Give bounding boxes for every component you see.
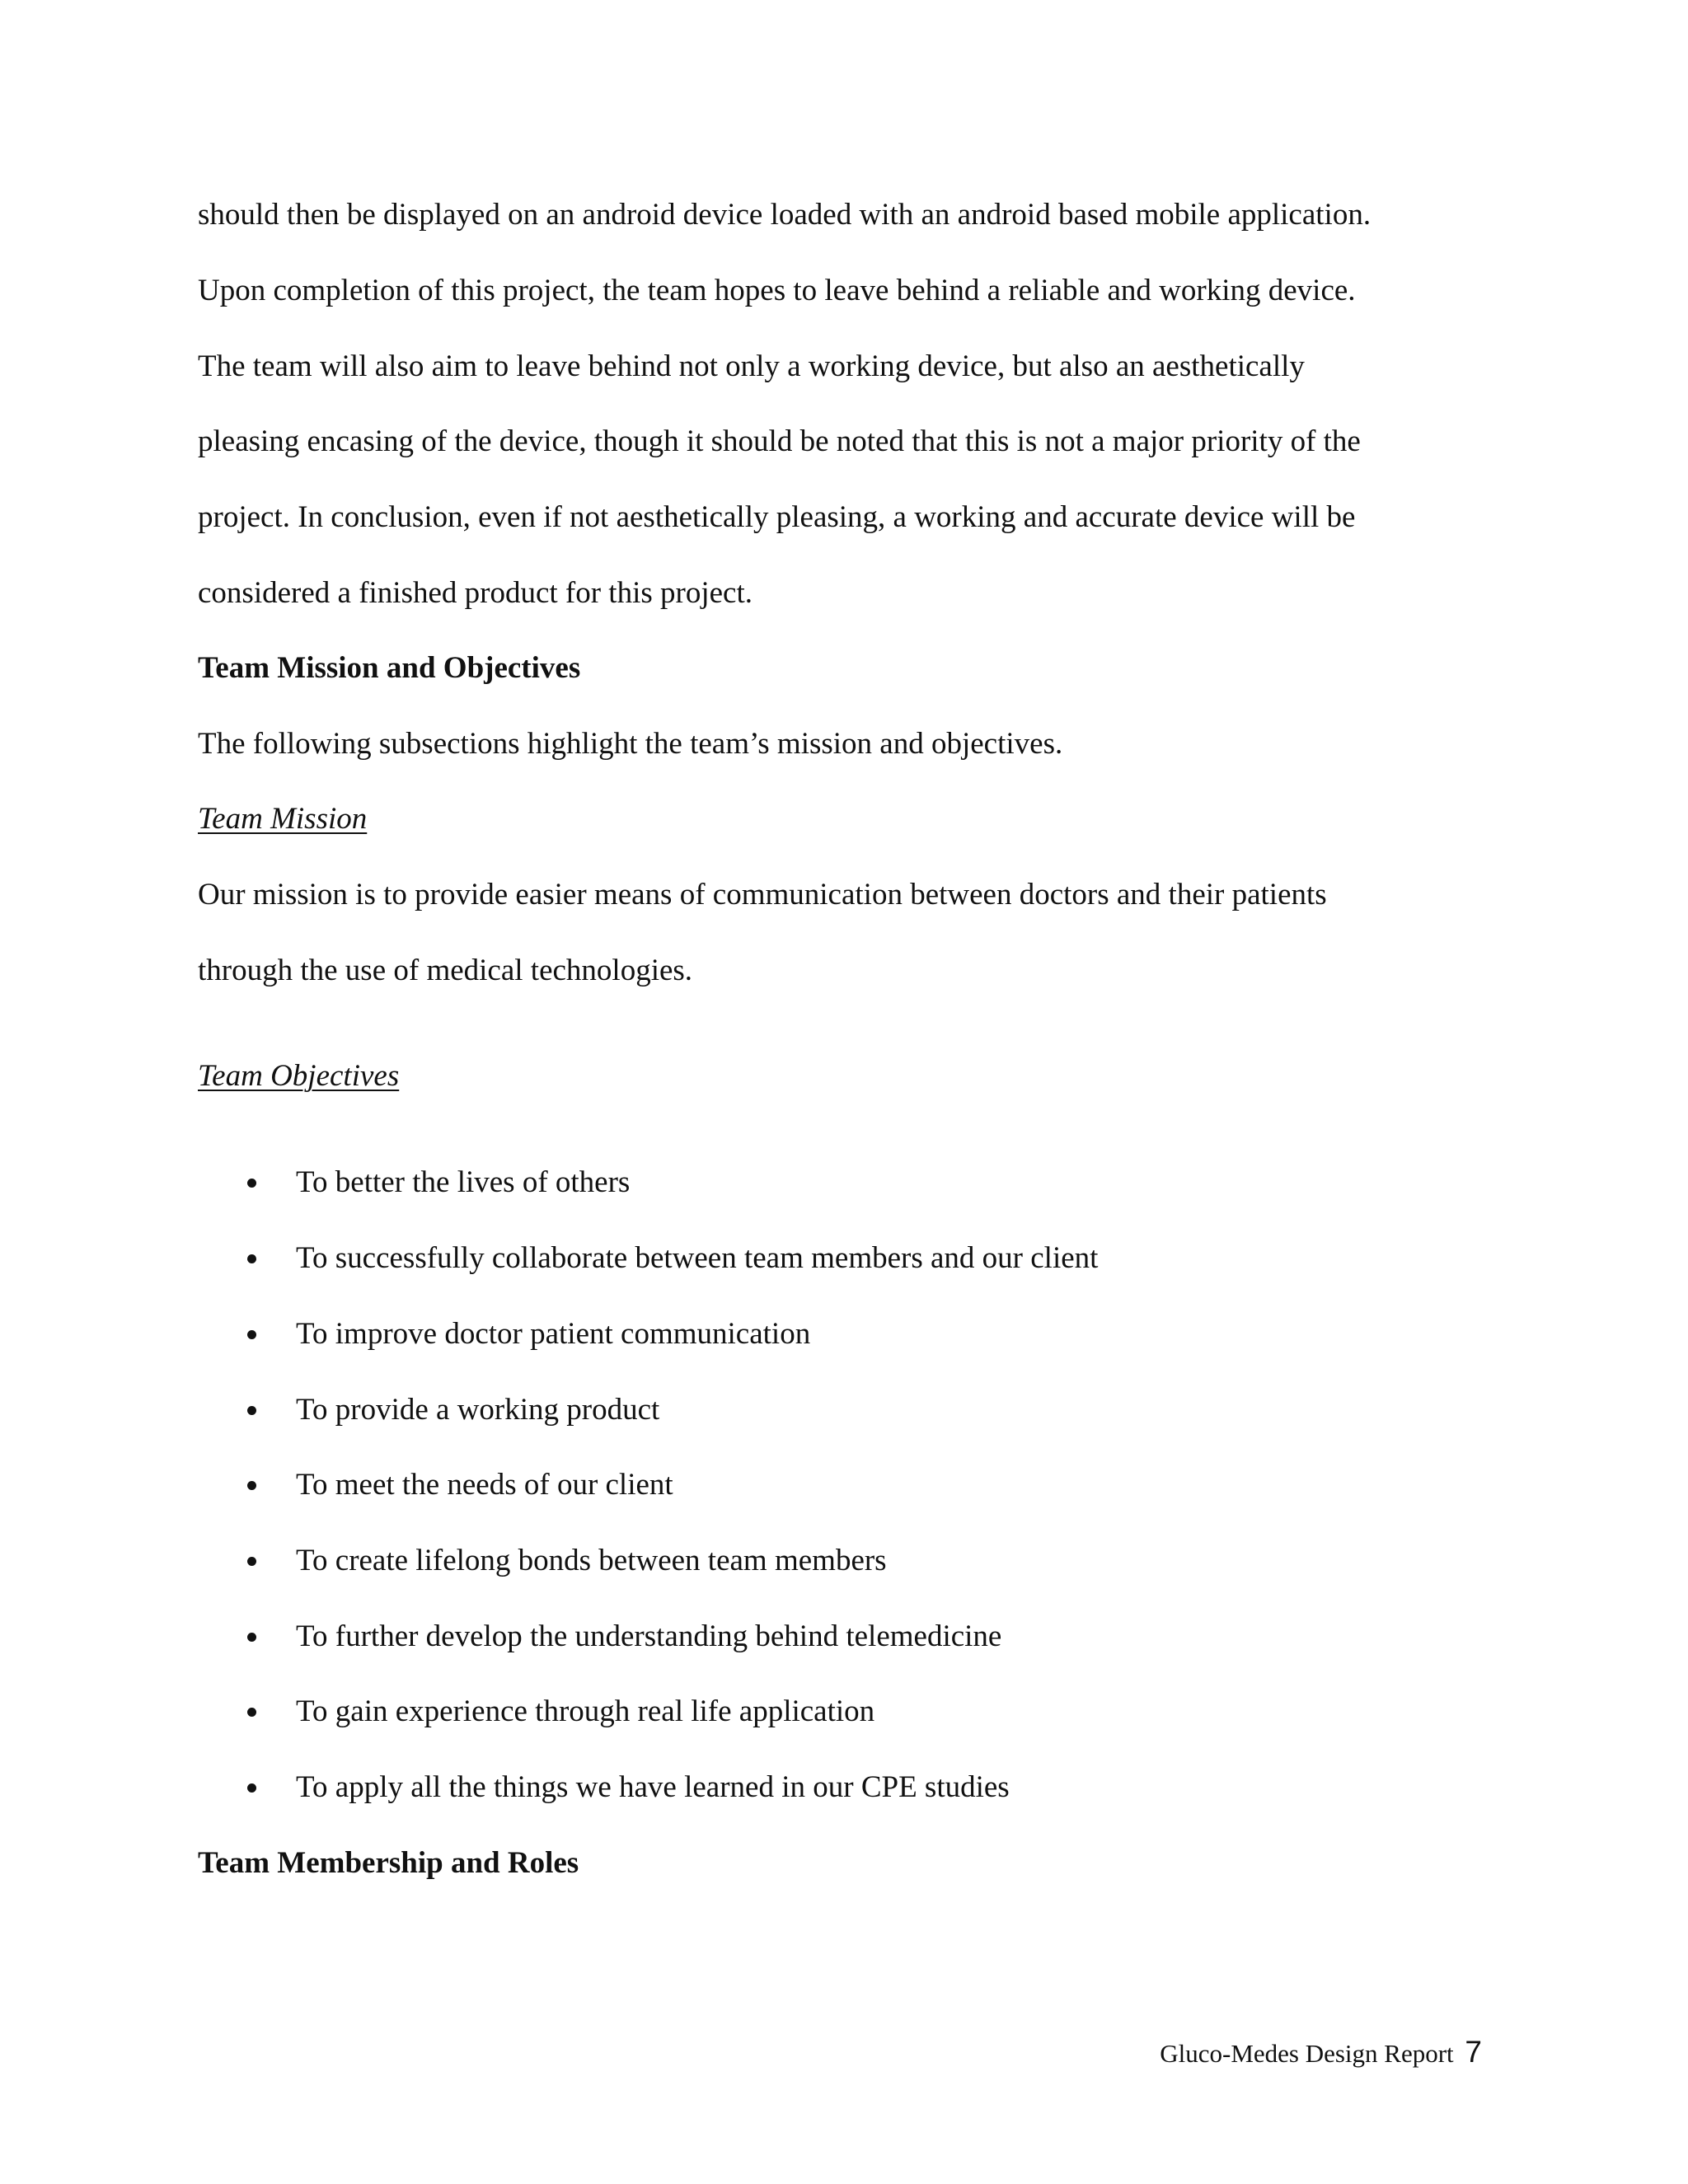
footer-text: Gluco-Medes Design Report — [1160, 2039, 1454, 2068]
bullet-icon — [247, 1633, 256, 1642]
list-item — [247, 1240, 1098, 1277]
list-item — [247, 1769, 1010, 1806]
body-line-3: The team will also aim to leave behind not only a working device, but also an aesthetically — [198, 349, 1305, 383]
bullet-icon — [247, 1254, 256, 1263]
heading-team-mission-objectives: Team Mission and Objectives — [198, 651, 581, 685]
bullet-icon — [247, 1481, 256, 1490]
mission-line-2: through the use of medical technologies. — [198, 954, 693, 987]
list-item — [247, 1694, 874, 1730]
heading-team-membership-roles: Team Membership and Roles — [198, 1846, 579, 1880]
page-footer — [1160, 2036, 1482, 2070]
list-item-text: To successfully collaborate between team members and our client — [296, 1241, 1099, 1275]
list-item — [247, 1316, 810, 1352]
bullet-icon — [247, 1708, 256, 1717]
bullet-icon — [247, 1406, 256, 1415]
page-number: 7 — [1465, 2035, 1482, 2069]
list-item-text: To meet the needs of our client — [296, 1468, 673, 1502]
list-item-text: To provide a working product — [296, 1393, 660, 1427]
list-item-text: To improve doctor patient communication — [296, 1317, 811, 1351]
list-item — [247, 1467, 673, 1503]
list-item-text: To further develop the understanding behind telemedicine — [296, 1619, 1002, 1653]
bullet-icon — [247, 1179, 256, 1188]
mission-line-1: Our mission is to provide easier means of communication between doctors and their patients — [198, 878, 1327, 912]
body-line-2: Upon completion of this project, the team hopes to leave behind a reliable and working device. — [198, 274, 1356, 307]
list-item-text: To gain experience through real life application — [296, 1694, 875, 1728]
list-item-text: To better the lives of others — [296, 1165, 631, 1199]
bullet-icon — [247, 1330, 256, 1339]
list-item — [247, 1392, 659, 1428]
body-line-1: should then be displayed on an android device loaded with an android based mobile application. — [198, 198, 1372, 232]
list-item — [247, 1543, 887, 1579]
list-item-text: To create lifelong bonds between team members — [296, 1544, 887, 1577]
body-line-4: pleasing encasing of the device, though it should be noted that this is not a major priority of the — [198, 424, 1361, 458]
bullet-icon — [247, 1783, 256, 1793]
subheading-team-mission: Team Mission — [198, 802, 368, 836]
bullet-icon — [247, 1557, 256, 1566]
subheading-team-objectives: Team Objectives — [198, 1059, 400, 1093]
list-item — [247, 1619, 1001, 1655]
mission-objectives-intro: The following subsections highlight the team’s mission and objectives. — [198, 727, 1063, 761]
body-line-6: considered a finished product for this project. — [198, 576, 753, 610]
list-item — [247, 1165, 630, 1201]
list-item-text: To apply all the things we have learned in our CPE studies — [296, 1770, 1010, 1804]
body-line-5: project. In conclusion, even if not aesthetically pleasing, a working and accurate device will be — [198, 500, 1356, 534]
